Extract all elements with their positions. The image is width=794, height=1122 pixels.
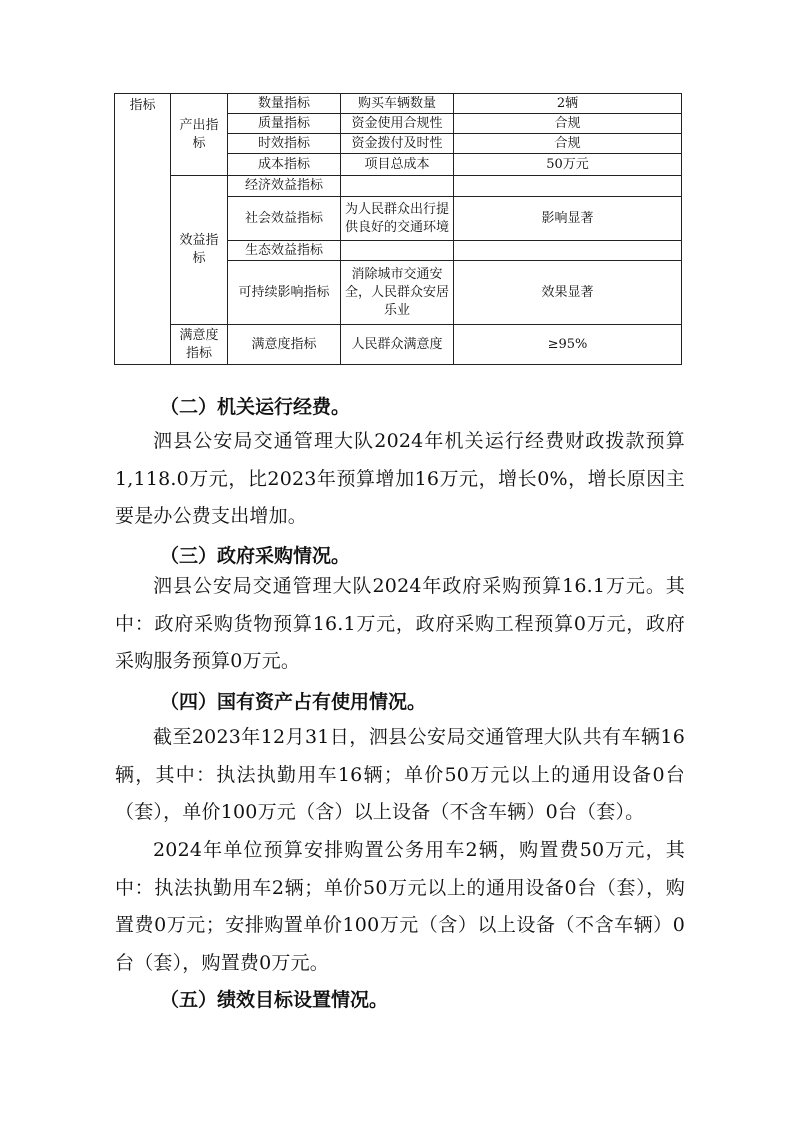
- indicator-cell: 社会效益指标: [228, 197, 341, 241]
- value-cell: 效果显著: [454, 261, 682, 325]
- section-heading-operating-expenses: （二）机关运行经费。: [160, 396, 351, 418]
- level1-indicator-cell: 指标: [115, 94, 171, 365]
- value-cell: 50万元: [454, 154, 682, 176]
- section-heading-state-assets: （四）国有资产占有使用情况。: [160, 691, 427, 713]
- table-row: [115, 325, 682, 365]
- indicator-cell: 满意度指标: [228, 325, 341, 365]
- item-cell: [341, 241, 454, 261]
- section-heading-government-procurement: （三）政府采购情况。: [160, 545, 351, 567]
- indicator-cell: 质量指标: [228, 114, 341, 134]
- item-cell: 消除城市交通安全，人民群众安居乐业: [341, 261, 454, 325]
- indicator-cell: 可持续影响指标: [228, 261, 341, 325]
- value-cell: 影响显著: [454, 197, 682, 241]
- item-cell: 资金拨付及时性: [341, 134, 454, 154]
- operating-expenses-paragraph: 泗县公安局交通管理大队2024年机关运行经费财政拨款预算1,118.0万元，比2023年预算增加16万元，增长0%，增长原因主要是办公费支出增加。: [115, 430, 685, 527]
- value-cell: 合规: [454, 114, 682, 134]
- value-cell: 合规: [454, 134, 682, 154]
- state-assets-paragraph-1: 截至2023年12月31日，泗县公安局交通管理大队共有车辆16辆，其中：执法执勤用车16辆；单价50万元以上的通用设备0台（套），单价100万元（含）以上设备（不含车辆）0台（套）。: [115, 726, 685, 823]
- table-row: [115, 176, 682, 197]
- table-row: [115, 94, 682, 114]
- item-cell: 资金使用合规性: [341, 114, 454, 134]
- output-indicator-cell: 产出指标: [171, 94, 228, 176]
- indicator-cell: 经济效益指标: [228, 176, 341, 197]
- indicator-cell: 时效指标: [228, 134, 341, 154]
- value-cell: ≥95%: [454, 325, 682, 365]
- value-cell: [454, 176, 682, 197]
- government-procurement-paragraph: 泗县公安局交通管理大队2024年政府采购预算16.1万元。其中：政府采购货物预算16.1万元，政府采购工程预算0万元，政府采购服务预算0万元。: [115, 575, 685, 672]
- state-assets-paragraph-2: 2024年单位预算安排购置公务用车2辆，购置费50万元，其中：执法执勤用车2辆；单价50万元以上的通用设备0台（套），购置费0万元；安排购置单价100万元（含）以上设备（不含车辆）0台（套），购置费0万元。: [115, 839, 685, 974]
- section-heading-performance-targets: （五）绩效目标设置情况。: [160, 989, 389, 1011]
- item-cell: 项目总成本: [341, 154, 454, 176]
- item-cell: [341, 176, 454, 197]
- value-cell: [454, 241, 682, 261]
- item-cell: 人民群众满意度: [341, 325, 454, 365]
- performance-indicator-table: [114, 93, 682, 365]
- item-cell: 为人民群众出行提供良好的交通环境: [341, 197, 454, 241]
- item-cell: 购买车辆数量: [341, 94, 454, 114]
- value-cell: 2辆: [454, 94, 682, 114]
- indicator-cell: 数量指标: [228, 94, 341, 114]
- indicator-cell: 生态效益指标: [228, 241, 341, 261]
- benefit-indicator-cell: 效益指标: [171, 176, 228, 325]
- satisfaction-indicator-cell: 满意度指标: [171, 325, 228, 365]
- indicator-cell: 成本指标: [228, 154, 341, 176]
